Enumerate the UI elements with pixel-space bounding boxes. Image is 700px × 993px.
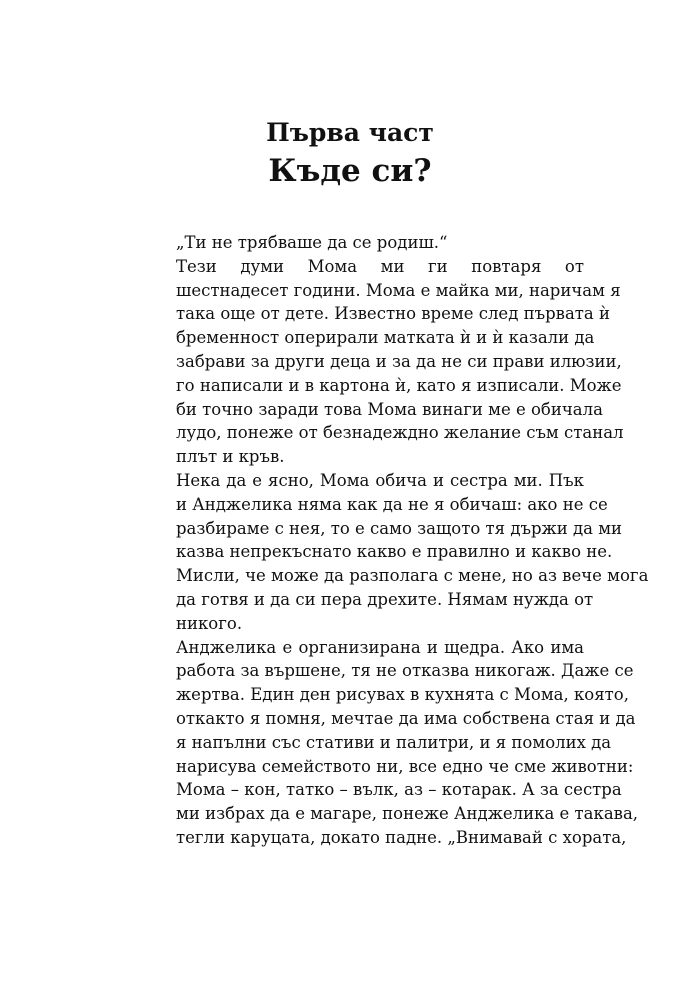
text-line: жертва. Един ден рисувах в кухнята с Мома, която, [176, 685, 629, 705]
chapter-title: Къде си? [268, 153, 432, 189]
text-line: да готвя и да си пера дрехите. Нямам нужда от [176, 589, 594, 609]
text-line: Анджелика е организирана и щедра. Ако има [176, 637, 584, 657]
chapter-body [117, 231, 649, 850]
part-title: Първа част [266, 118, 434, 147]
text-line: тегли каруцата, докато падне. „Внимавай с хората, [176, 827, 627, 847]
text-line: Мисли, че може да разполага с мене, но аз вече мога [176, 566, 649, 586]
paragraph-3 [117, 469, 649, 636]
text-line: Мома – кон, татко – вълк, аз – котарак. А за сестра [176, 780, 622, 800]
text-line: работа за вършене, тя не отказва никогаж. Даже се [176, 661, 634, 681]
text-line: би точно заради това Мома винаги ме е обичала [176, 399, 603, 419]
text-line: казва непрекъснато какво е правилно и какво не. [176, 542, 613, 562]
text-line: плът и кръв. [176, 447, 285, 467]
text-line: нарисува семейството ни, все едно че сме животни: [176, 756, 634, 776]
text-line: го написали и в картона ѝ, като я изписали. Може [176, 375, 622, 395]
text-line: Нека да е ясно, Мома обича и сестра ми. Пък [176, 470, 584, 490]
text-line: лудо, понеже от безнадеждно желание съм станал [176, 423, 624, 443]
text-line: никого. [176, 613, 243, 633]
text-line: бременност оперирали матката ѝ и ѝ казали да [176, 328, 595, 348]
text-line: откакто я помня, мечтае да има собствена стая и да [176, 708, 636, 728]
text-line: я напълни със стативи и палитри, и я помолих да [176, 732, 612, 752]
text-line: разбираме с нея, то е само защото тя държи да ми [176, 518, 623, 538]
paragraph-2 [117, 255, 624, 469]
text-line: шестнадесет години. Мома е майка ми, наричам я [176, 280, 621, 300]
text-line: така още от дете. Известно време след първата ѝ [176, 304, 610, 324]
text-line: ми избрах да е магаре, понеже Анджелика е такава, [176, 804, 639, 824]
paragraph-4 [117, 636, 639, 850]
text-line: Тези думи Мома ми ги повтаря от [176, 256, 584, 276]
paragraph-1 [117, 231, 584, 255]
text-line: и Анджелика няма как да не я обичаш: ако не се [176, 494, 608, 514]
text-line: забрави за други деца и за да не си прави илюзии, [176, 351, 622, 371]
text-line: „Ти не трябваше да се родиш.“ [176, 233, 448, 252]
